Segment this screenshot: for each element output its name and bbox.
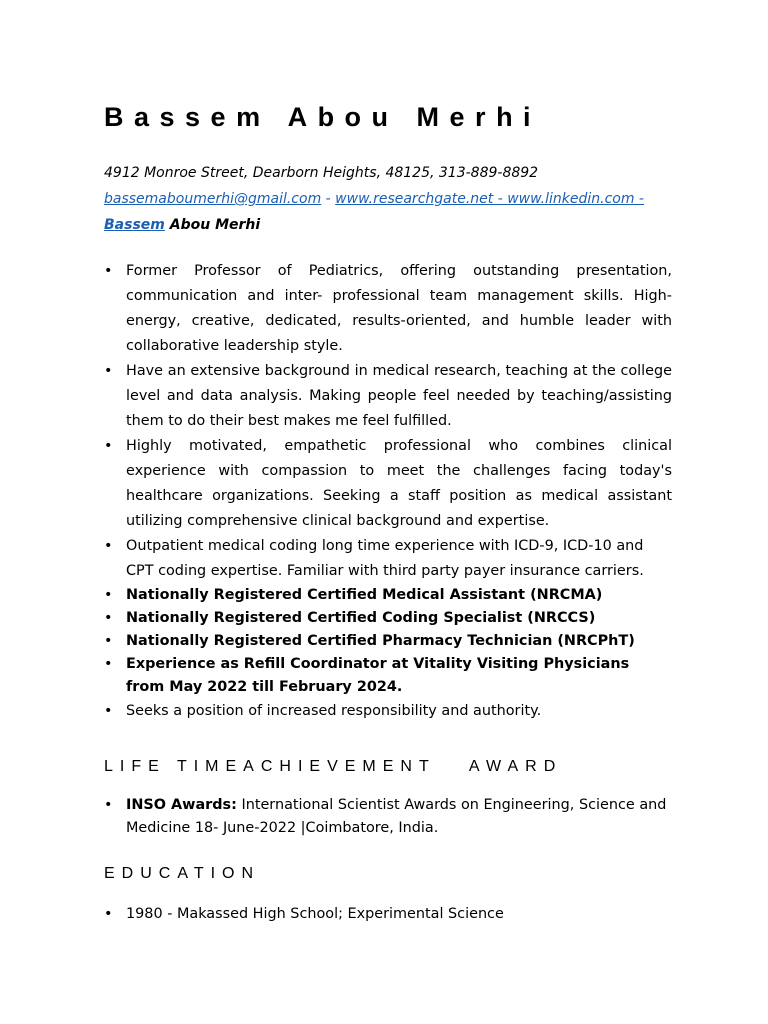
- bullet-icon: •: [104, 797, 113, 813]
- list-item: [104, 534, 672, 584]
- award-heading: LIFE TIMEACHIEVEMENT AWARD: [104, 758, 563, 775]
- list-item-text: Have an extensive background in medical research, teaching at the college level and data analysis. Making people feel needed by teaching/assisting them to do their best makes me feel fulfilled.: [126, 363, 672, 429]
- name-link-line: [104, 212, 672, 238]
- list-item-text: Seeks a position of increased responsibility and authority.: [126, 703, 542, 719]
- list-item: [104, 653, 672, 699]
- list-item-text: Outpatient medical coding long time experience with ICD-9, ICD-10 and CPT coding expertise. Familiar with third party payer insurance carriers.: [126, 538, 644, 579]
- address-line: 4912 Monroe Street, Dearborn Heights, 48125, 313-889-8892: [104, 165, 539, 181]
- summary-list: [104, 259, 672, 724]
- bullet-icon: •: [104, 438, 113, 454]
- contact-block: [104, 160, 672, 238]
- bullet-icon: •: [104, 656, 113, 672]
- list-item: [104, 259, 672, 359]
- list-item: [104, 359, 672, 434]
- bullet-icon: •: [104, 587, 113, 603]
- list-item: [104, 902, 672, 927]
- certification-text: Nationally Registered Certified Pharmacy Technician (NRCPhT): [126, 633, 635, 649]
- education-item-text: 1980 - Makassed High School; Experimental Science: [126, 906, 504, 922]
- bullet-icon: •: [104, 633, 113, 649]
- education-list: [104, 902, 672, 927]
- profile-links[interactable]: www.researchgate.net - www.linkedin.com -: [335, 191, 644, 207]
- education-heading: EDUCATION: [104, 865, 261, 882]
- linkedin-name-link[interactable]: Bassem: [104, 217, 165, 233]
- list-item: [104, 699, 672, 724]
- list-item-text: Former Professor of Pediatrics, offering outstanding presentation, communication and inter- professional team management skills. High-energy, creative, dedicated, results-oriented, and humble leader with collaborative leadership style.: [126, 263, 672, 354]
- award-label: INSO Awards:: [126, 797, 237, 813]
- list-item: [104, 607, 672, 630]
- experience-text: Experience as Refill Coordinator at Vitality Visiting Physicians from May 2022 till February 2024.: [126, 656, 630, 695]
- list-item: [104, 630, 672, 653]
- candidate-name: Bassem Abou Merhi: [104, 102, 542, 132]
- list-item: [104, 434, 672, 534]
- bullet-icon: •: [104, 703, 113, 719]
- award-list: [104, 794, 672, 840]
- list-item: [104, 794, 672, 840]
- certification-text: Nationally Registered Certified Medical Assistant (NRCMA): [126, 587, 603, 603]
- bullet-icon: •: [104, 263, 113, 279]
- certification-text: Nationally Registered Certified Coding Specialist (NRCCS): [126, 610, 596, 626]
- email-link[interactable]: bassemaboumerhi@gmail.com: [104, 191, 322, 207]
- list-item: [104, 584, 672, 607]
- bullet-icon: •: [104, 610, 113, 626]
- bullet-icon: •: [104, 906, 113, 922]
- list-item-text: Highly motivated, empathetic professional who combines clinical experience with compassion to meet the challenges facing today's healthcare organizations. Seeking a staff position as medical assistant utilizing comprehensive clinical background and expertise.: [126, 438, 672, 529]
- award-text: International Scientist Awards on Engineering, Science and Medicine 18- June-2022 |Coimbatore, India.: [126, 797, 667, 836]
- bullet-icon: •: [104, 538, 113, 554]
- bullet-icon: •: [104, 363, 113, 379]
- links-line: [104, 186, 672, 212]
- name-tail: Abou Merhi: [164, 217, 261, 233]
- link-separator: -: [321, 191, 336, 207]
